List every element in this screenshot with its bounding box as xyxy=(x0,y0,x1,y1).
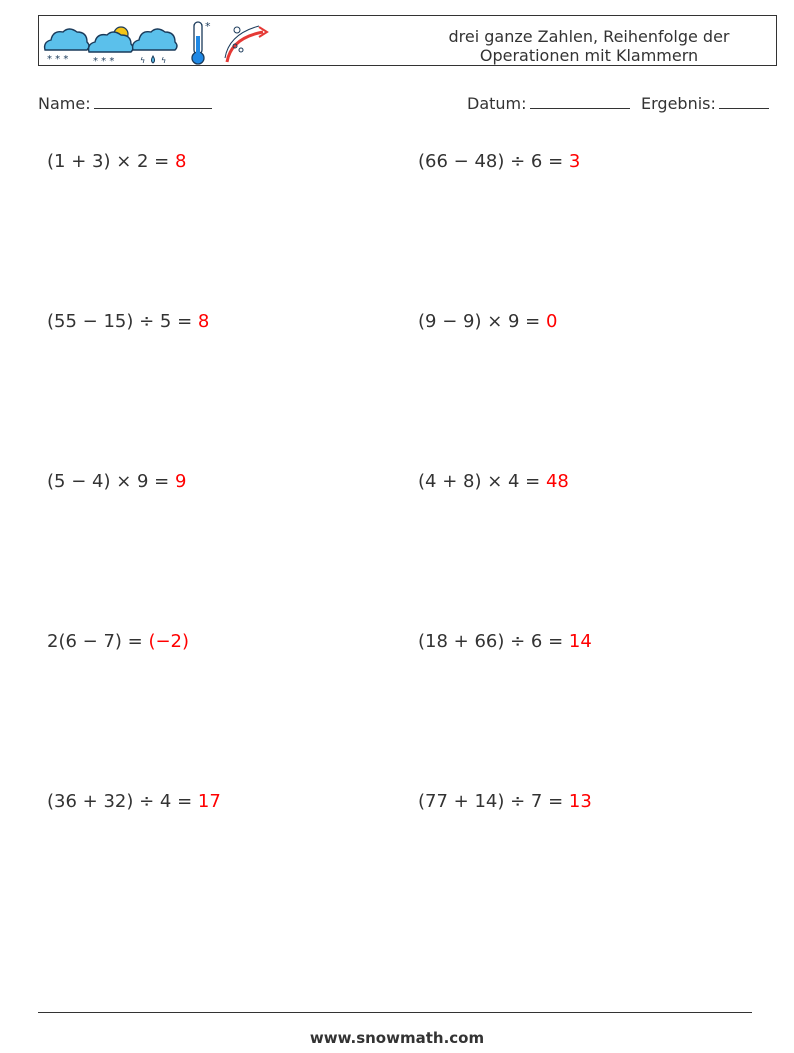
date-label: Datum: xyxy=(467,94,527,113)
problem-expression: (1 + 3) × 2 = xyxy=(47,151,175,172)
title-line-1: drei ganze Zahlen, Reihenfolge der xyxy=(448,27,730,46)
problem-answer: 9 xyxy=(174,471,187,492)
problem-1 xyxy=(47,151,186,172)
svg-text:* * *: * * * xyxy=(47,54,69,65)
problem-10 xyxy=(418,791,592,812)
problem-answer: 14 xyxy=(568,631,592,652)
name-blank[interactable] xyxy=(94,94,212,109)
rain-cloud-icon xyxy=(133,29,177,65)
date-field[interactable] xyxy=(467,94,630,113)
problem-answer: 3 xyxy=(568,151,581,172)
problem-expression: (77 + 14) ÷ 7 = xyxy=(418,791,569,812)
wind-icon xyxy=(225,26,267,62)
problem-expression: 2(6 − 7) = xyxy=(47,631,149,652)
name-label: Name: xyxy=(38,94,91,113)
weather-icons xyxy=(41,18,271,66)
problem-answer: (−2) xyxy=(148,631,190,652)
problem-expression: (9 − 9) × 9 = xyxy=(418,311,546,332)
problem-2 xyxy=(418,151,580,172)
name-field[interactable] xyxy=(38,94,212,113)
problem-8 xyxy=(418,631,592,652)
problem-expression: (4 + 8) × 4 = xyxy=(418,471,546,492)
problem-6 xyxy=(418,471,569,492)
snow-cloud-icon xyxy=(45,29,89,65)
problem-3 xyxy=(47,311,209,332)
svg-text:ϟ: ϟ xyxy=(161,56,167,65)
worksheet-title xyxy=(399,27,779,65)
problem-expression: (5 − 4) × 9 = xyxy=(47,471,175,492)
svg-text:* * *: * * * xyxy=(93,56,115,66)
svg-text:*: * xyxy=(205,20,211,33)
problem-answer: 13 xyxy=(568,791,592,812)
thermometer-icon xyxy=(192,20,211,64)
problem-expression: (18 + 66) ÷ 6 = xyxy=(418,631,569,652)
problem-7 xyxy=(47,631,189,652)
result-label: Ergebnis: xyxy=(641,94,716,113)
date-blank[interactable] xyxy=(530,94,630,109)
problem-4 xyxy=(418,311,557,332)
result-field[interactable] xyxy=(641,94,769,113)
problem-answer: 17 xyxy=(197,791,221,812)
problem-9 xyxy=(47,791,221,812)
footer-url[interactable]: www.snowmath.com xyxy=(309,1029,485,1047)
svg-text:ϟ: ϟ xyxy=(140,56,146,65)
footer-divider xyxy=(38,1012,752,1013)
problem-expression: (66 − 48) ÷ 6 = xyxy=(418,151,569,172)
problem-answer: 8 xyxy=(174,151,187,172)
problem-answer: 48 xyxy=(545,471,569,492)
result-blank[interactable] xyxy=(719,94,769,109)
problem-5 xyxy=(47,471,186,492)
problem-expression: (36 + 32) ÷ 4 = xyxy=(47,791,198,812)
sun-cloud-snow-icon xyxy=(89,27,133,66)
problem-answer: 0 xyxy=(545,311,558,332)
problem-expression: (55 − 15) ÷ 5 = xyxy=(47,311,198,332)
problem-answer: 8 xyxy=(197,311,210,332)
header-box xyxy=(38,15,777,66)
title-line-2: Operationen mit Klammern xyxy=(479,46,699,65)
